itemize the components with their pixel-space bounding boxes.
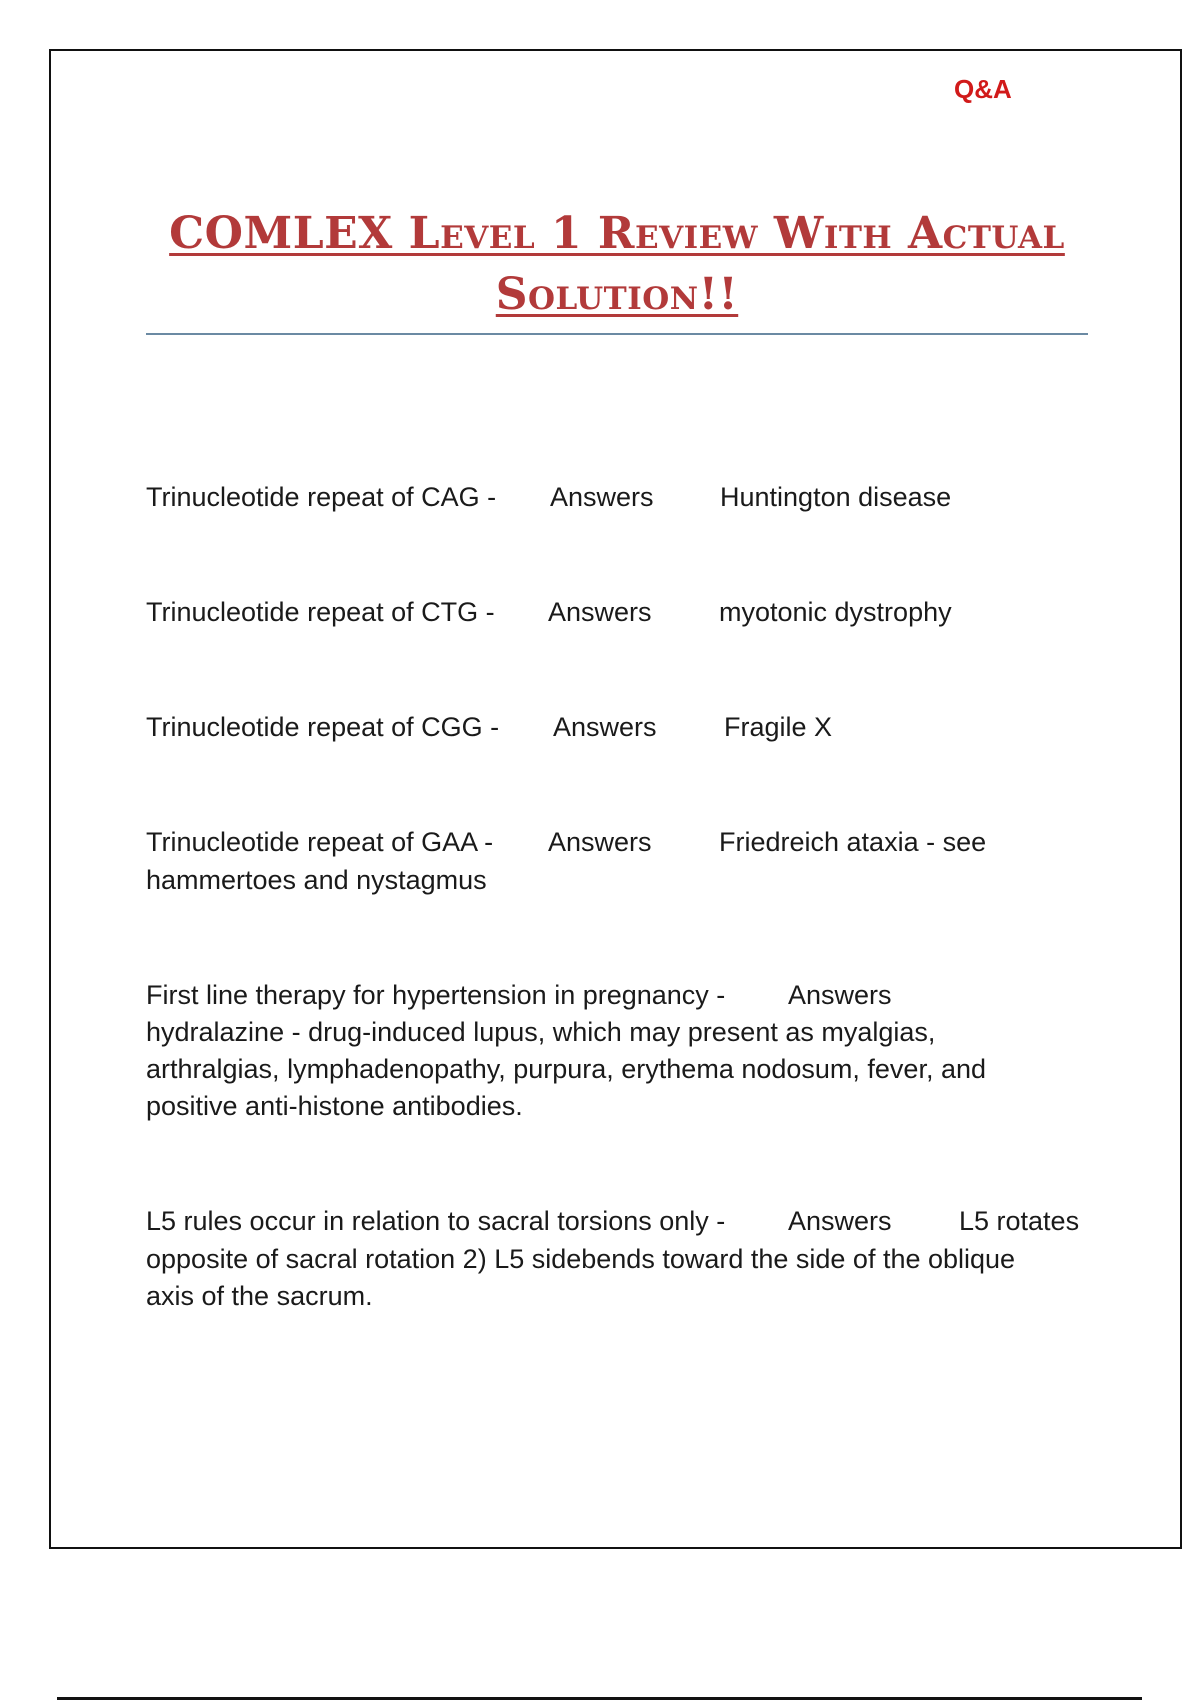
answer-continued: hammertoes and nystagmus	[146, 865, 487, 895]
question: First line therapy for hypertension in pregnancy -	[146, 980, 726, 1010]
question: Trinucleotide repeat of CTG -	[146, 597, 495, 627]
question: Trinucleotide repeat of GAA -	[146, 827, 494, 857]
answers-label: Answers	[553, 712, 657, 742]
answer: myotonic dystrophy	[719, 597, 952, 627]
answer: Huntington disease	[720, 482, 952, 512]
title-line-1: COMLEX Level 1 Review With Actual	[169, 208, 1065, 259]
document-title	[146, 203, 1088, 325]
answer-continued: hydralazine - drug-induced lupus, which may present as myalgias,	[146, 1017, 936, 1047]
question: L5 rules occur in relation to sacral torsions only -	[146, 1206, 726, 1236]
answers-label: Answers	[788, 1206, 892, 1236]
answer-continued: opposite of sacral rotation 2) L5 sidebends toward the side of the oblique	[146, 1244, 1016, 1274]
answers-label: Answers	[548, 597, 652, 627]
answers-label: Answers	[788, 980, 892, 1010]
answer: Fragile X	[724, 712, 833, 742]
question: Trinucleotide repeat of CAG -	[146, 482, 497, 512]
title-line-2: Solution!!	[495, 269, 739, 320]
answers-label: Answers	[548, 827, 652, 857]
answers-label: Answers	[550, 482, 654, 512]
answer-continued: axis of the sacrum.	[146, 1281, 373, 1311]
answer-continued: positive anti-histone antibodies.	[146, 1091, 523, 1121]
answer-continued: arthralgias, lymphadenopathy, purpura, erythema nodosum, fever, and	[146, 1054, 986, 1084]
qa-badge: Q&A	[954, 74, 1012, 104]
answer: L5 rotates	[959, 1206, 1080, 1236]
title-divider	[146, 333, 1088, 335]
question: Trinucleotide repeat of CGG -	[146, 712, 500, 742]
answer: Friedreich ataxia - see	[719, 827, 987, 857]
